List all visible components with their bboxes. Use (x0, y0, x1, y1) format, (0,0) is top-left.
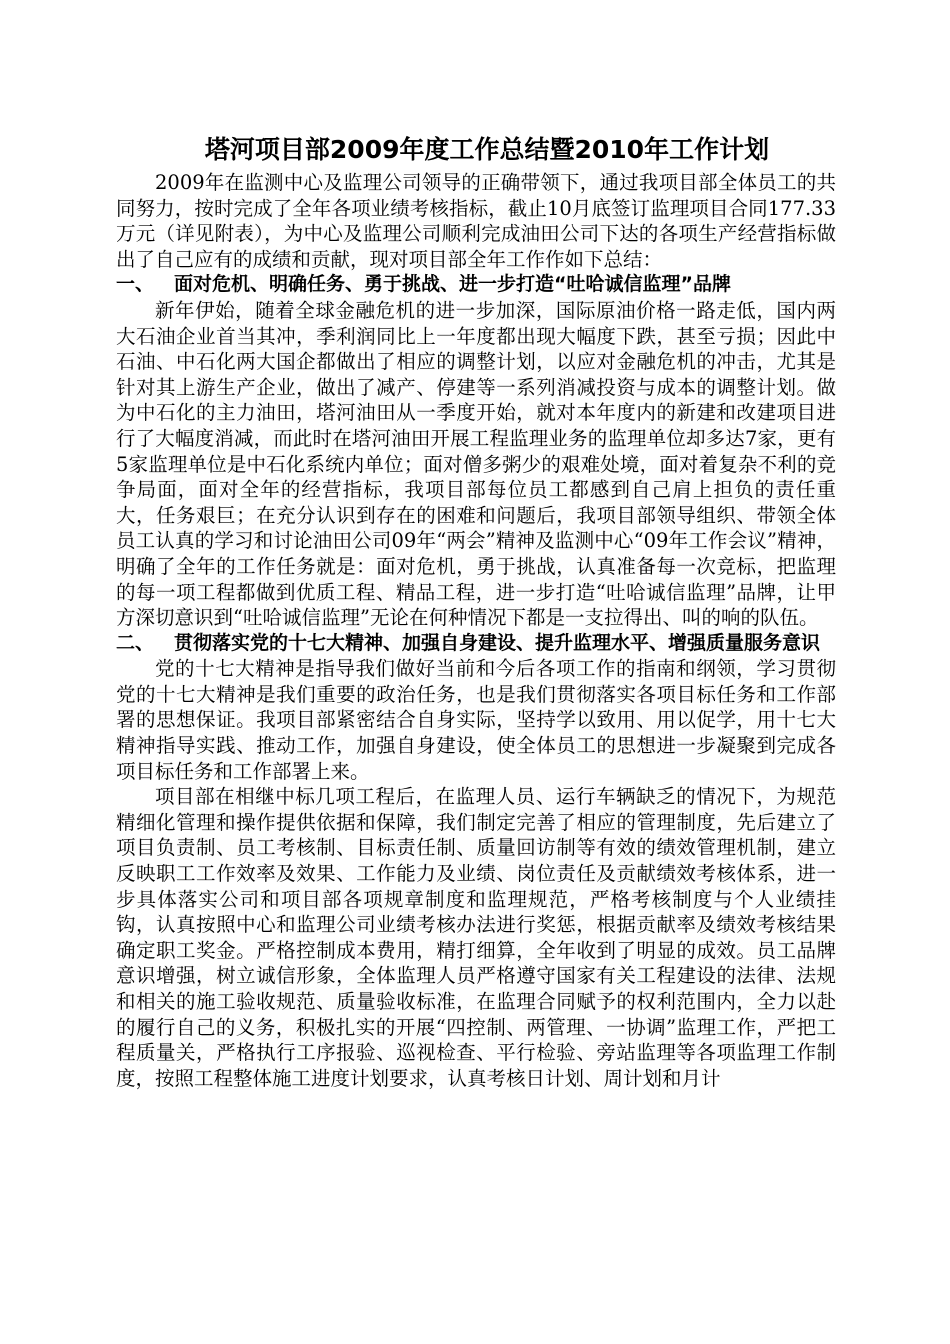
section-1-paragraph-1: 新年伊始，随着全球金融危机的进一步加深，国际原油价格一路走低，国内两大石油企业首当其冲，季利润同比上一年度都出现大幅度下跌，甚至亏损；因此中石油、中石化两大国企都做出了相应的调整计划，以应对金融危机的冲击，尤其是针对其上游生产企业，做出了减产、停建等一系列消减投资与成本的调整计划。做为中石化的主力油田，塔河油田从一季度开始，就对本年度内的新建和改建项目进行了大幅度消减，而此时在塔河油田开展工程监理业务的监理单位却多达7家，更有5家监理单位是中石化系统内单位；面对僧多粥少的艰难处境，面对着复杂不利的竞争局面，面对全年的经营指标，我项目部每位员工都感到自己肩上担负的责任重大，任务艰巨；在充分认识到存在的困难和问题后，我项目部领导组织、带领全体员工认真的学习和讨论油田公司09年“两会”精神及监测中心“09年工作会议”精神，明确了全年的工作任务就是：面对危机，勇于挑战，认真准备每一次竞标，把监理的每一项工程都做到优质工程、精品工程，进一步打造“吐哈诚信监理”品牌，让甲方深切意识到“吐哈诚信监理”无论在何种情况下都是一支拉得出、叫的响的队伍。 (116, 298, 836, 630)
document-page (116, 130, 836, 1091)
section-2-title: 贯彻落实党的十七大精神、加强自身建设、提升监理水平、增强质量服务意识 (174, 631, 821, 654)
section-2-number: 二、 (116, 631, 155, 654)
section-2-heading (116, 631, 836, 657)
section-2-paragraph-1: 党的十七大精神是指导我们做好当前和今后各项工作的指南和纲领，学习贯彻党的十七大精神是我们重要的政治任务，也是我们贯彻落实各项目标任务和工作部署的思想保证。我项目部紧密结合自身实际，坚持学以致用、用以促学，用十七大精神指导实践、推动工作，加强自身建设，使全体员工的思想进一步凝聚到完成各项目标任务和工作部署上来。 (116, 657, 836, 783)
document-title: 塔河项目部2009年度工作总结暨2010年工作计划 (204, 135, 770, 164)
section-1-number: 一、 (116, 273, 155, 296)
section-1-title: 面对危机、明确任务、勇于挑战、进一步打造“吐哈诚信监理”品牌 (174, 273, 731, 296)
section-2-paragraph-2: 项目部在相继中标几项工程后，在监理人员、运行车辆缺乏的情况下，为规范精细化管理和操作提供依据和保障，我们制定完善了相应的管理制度，先后建立了项目负责制、员工考核制、目标责任制、质量回访制等有效的绩效管理机制，建立反映职工工作效率及效果、工作能力及业绩、岗位责任及贡献绩效考核体系，进一步具体落实公司和项目部各项规章制度和监理规范，严格考核制度与个人业绩挂钩，认真按照中心和监理公司业绩考核办法进行奖惩，根据贡献率及绩效考核结果确定职工奖金。严格控制成本费用，精打细算，全年收到了明显的成效。员工品牌意识增强，树立诚信形象，全体监理人员严格遵守国家有关工程建设的法律、法规和相关的施工验收规范、质量验收标准，在监理合同赋予的权利范围内，全力以赴的履行自己的义务，积极扎实的开展“四控制、两管理、一协调”监理工作，严把工程质量关，严格执行工序报验、巡视检查、平行检验、旁站监理等各项监理工作制度，按照工程整体施工进度计划要求，认真考核日计划、周计划和月计 (116, 785, 836, 1090)
intro-paragraph: 2009年在监测中心及监理公司领导的正确带领下，通过我项目部全体员工的共同努力，按时完成了全年各项业绩考核指标，截止10月底签订监理项目合同177.33万元（详见附表），为中心及监理公司顺利完成油田公司下达的各项生产经营指标做出了自己应有的成绩和贡献，现对项目部全年工作作如下总结： (116, 171, 836, 271)
section-1-heading (116, 272, 836, 298)
